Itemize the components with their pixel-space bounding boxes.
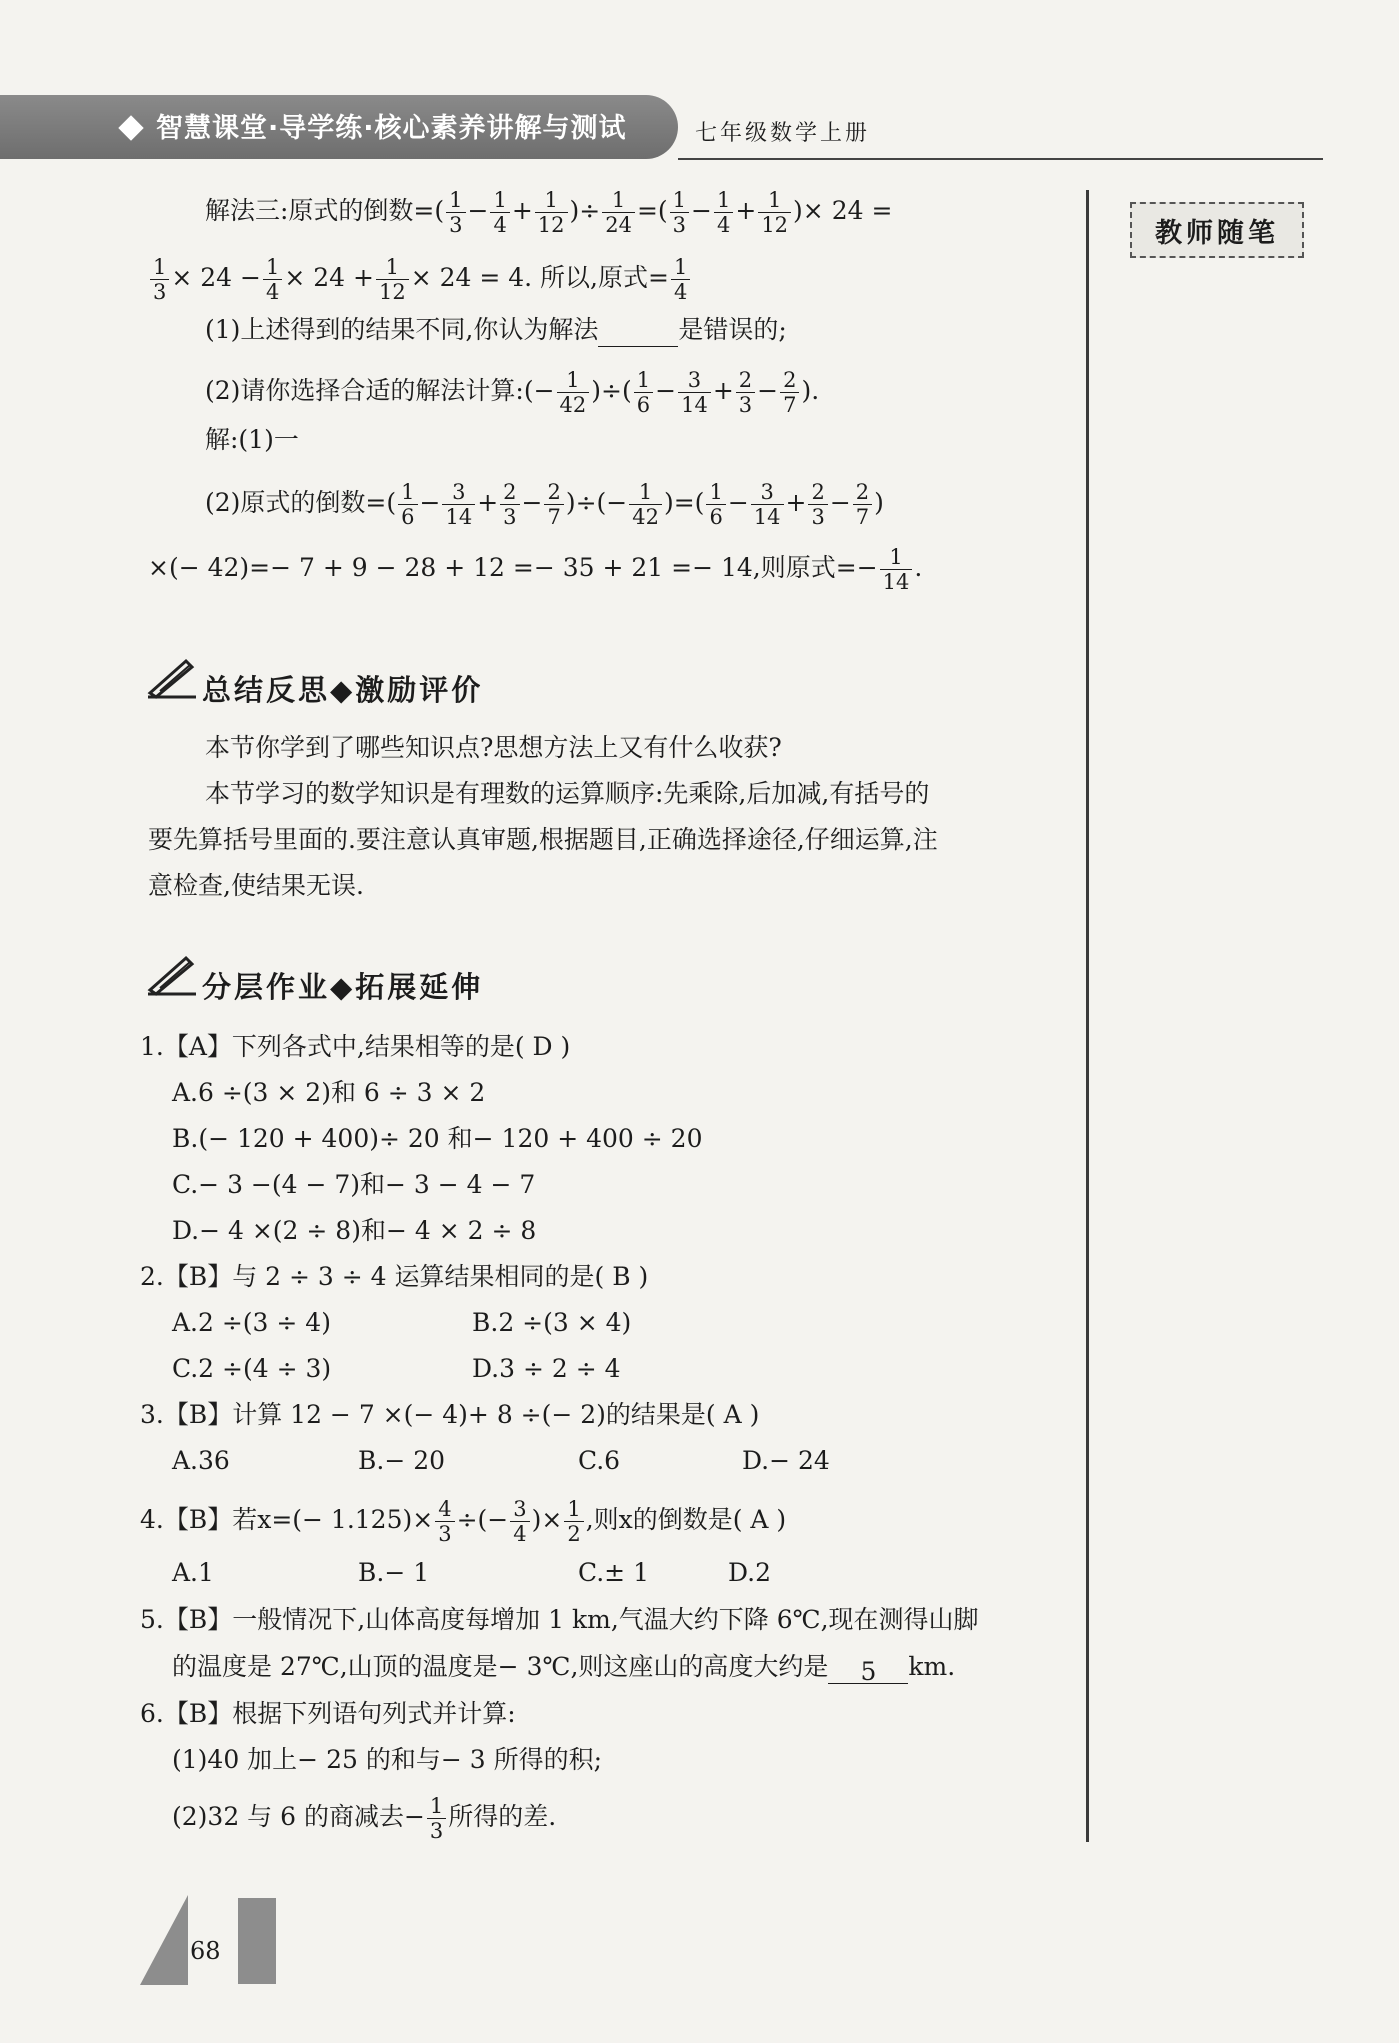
- fraction: $\frac{1}{4}$: [671, 255, 690, 304]
- fraction: $\frac{1}{42}$: [557, 368, 590, 417]
- answer-2-line1: (2)原式的倒数=( $\frac{1}{6}$ − $\frac{3}{14}$ + $\frac{2}{3}$ − $\frac{2}{7}$ )÷(− $\frac{1}{42}$ )=( $\frac{1}{6}$ − $\frac{3}{14}$ + $\frac{2}{3}$ − $\frac{2}{7}$ ): [205, 480, 884, 529]
- answer-blank: [598, 318, 678, 347]
- fraction: $\frac{2}{7}$: [853, 480, 872, 529]
- exercise-3-option-d: D.− 24: [742, 1446, 830, 1475]
- fraction: $\frac{3}{4}$: [510, 1497, 529, 1546]
- book-name: 七年级数学上册: [695, 121, 871, 146]
- fraction: $\frac{1}{4}$: [490, 188, 509, 237]
- exercise-6-part1: (1)40 加上− 25 的和与− 3 所得的积;: [172, 1745, 602, 1774]
- fraction: $\frac{1}{24}$: [602, 188, 635, 237]
- exercise-5-line2: 的温度是 27℃,山顶的温度是− 3℃,则这座山的高度大约是 5 km.: [172, 1652, 956, 1686]
- exercise-2-option-d: D.3 ÷ 2 ÷ 4: [472, 1354, 621, 1383]
- question-2: (2)请你选择合适的解法计算:(− $\frac{1}{42}$ )÷( $\frac{1}{6}$ − $\frac{3}{14}$ + $\frac{2}{3}$ − $\frac{2}{7}$ ).: [205, 368, 820, 417]
- answer-1: 解:(1)一: [205, 425, 299, 454]
- side-divider: [1086, 190, 1089, 1842]
- section-title-homework: 分层作业◆拓展延伸: [202, 970, 484, 1004]
- summary-para-line2: 要先算括号里面的.要注意认真审题,根据题目,正确选择途径,仔细运算,注: [148, 825, 938, 854]
- exercise-3-option-b: B.− 20: [358, 1446, 446, 1475]
- fraction: $\frac{4}{3}$: [435, 1497, 454, 1546]
- section-title-summary: 总结反思◆激励评价: [202, 673, 484, 707]
- fraction: $\frac{2}{3}$: [736, 368, 755, 417]
- exercise-4-option-b: B.− 1: [358, 1558, 430, 1587]
- fraction: $\frac{1}{12}$: [376, 255, 409, 304]
- exercise-4-option-d: D.2: [728, 1558, 772, 1587]
- exercise-3-option-c: C.6: [578, 1446, 621, 1475]
- exercise-1-option-b: B.(− 120 + 400)÷ 20 和− 120 + 400 ÷ 20: [172, 1124, 703, 1153]
- fraction: $\frac{2}{3}$: [500, 480, 519, 529]
- fraction: $\frac{1}{42}$: [629, 480, 662, 529]
- exercise-2: 2.【B】与 2 ÷ 3 ÷ 4 运算结果相同的是( B ): [140, 1262, 649, 1291]
- fraction: $\frac{3}{14}$: [442, 480, 475, 529]
- fraction: $\frac{1}{3}$: [670, 188, 689, 237]
- fraction: $\frac{1}{12}$: [535, 188, 568, 237]
- fraction: $\frac{2}{3}$: [808, 480, 827, 529]
- pen-icon: [146, 655, 198, 699]
- fraction: $\frac{2}{7}$: [780, 368, 799, 417]
- exercise-2-option-c: C.2 ÷(4 ÷ 3): [172, 1354, 332, 1383]
- exercise-3: 3.【B】计算 12 − 7 ×(− 4)+ 8 ÷(− 2)的结果是( A ): [140, 1400, 760, 1429]
- fraction: $\frac{1}{4}$: [714, 188, 733, 237]
- header-title: 智慧课堂·导学练·核心素养讲解与测试: [156, 113, 627, 144]
- answer-blank: 5: [828, 1655, 908, 1684]
- teacher-notes-box: 教师随笔: [1130, 202, 1304, 258]
- header-rule: [678, 158, 1323, 160]
- pen-icon: [146, 952, 198, 996]
- page-footer-block: [238, 1898, 276, 1984]
- fraction: $\frac{1}{3}$: [150, 255, 169, 304]
- exercise-1-option-c: C.− 3 −(4 − 7)和− 3 − 4 − 7: [172, 1170, 536, 1199]
- exercise-4: 4.【B】若x=(− 1.125)× $\frac{4}{3}$ ÷(− $\frac{3}{4}$ )× $\frac{1}{2}$ ,则x的倒数是( A ): [140, 1497, 787, 1546]
- exercise-5-line1: 5.【B】一般情况下,山体高度每增加 1 km,气温大约下降 6℃,现在测得山脚: [140, 1605, 979, 1634]
- exercise-4-option-a: A.1: [172, 1558, 214, 1587]
- fraction: $\frac{3}{14}$: [678, 368, 711, 417]
- method3-line2: $\frac{1}{3}$ × 24 − $\frac{1}{4}$ × 24 + $\frac{1}{12}$ × 24 = 4. 所以,原式= $\frac{1}{4}$: [148, 255, 692, 304]
- question-1: (1)上述得到的结果不同,你认为解法 是错误的;: [205, 313, 787, 347]
- exercise-2-option-a: A.2 ÷(3 ÷ 4): [172, 1308, 331, 1337]
- fraction: $\frac{1}{14}$: [880, 545, 913, 594]
- exercise-1-option-a: A.6 ÷(3 × 2)和 6 ÷ 3 × 2: [172, 1078, 486, 1107]
- fraction: $\frac{1}{6}$: [634, 368, 653, 417]
- method3-line1: 解法三:原式的倒数=( $\frac{1}{3}$ − $\frac{1}{4}$ + $\frac{1}{12}$ )÷ $\frac{1}{24}$ =( $\frac{1}{3}$ − $\frac{1}{4}$ + $\frac{1}{12}$ )× 24 =: [205, 188, 893, 237]
- summary-para-line1: 本节学习的数学知识是有理数的运算顺序:先乘除,后加减,有括号的: [205, 779, 930, 808]
- exercise-3-option-a: A.36: [172, 1446, 230, 1475]
- fraction: $\frac{1}{6}$: [706, 480, 725, 529]
- page-corner-decoration: [140, 1895, 188, 1985]
- fraction: $\frac{3}{14}$: [751, 480, 784, 529]
- fraction: $\frac{1}{2}$: [564, 1497, 583, 1546]
- summary-question: 本节你学到了哪些知识点?思想方法上又有什么收获?: [205, 733, 782, 762]
- exercise-2-option-b: B.2 ÷(3 × 4): [472, 1308, 632, 1337]
- fraction: $\frac{1}{4}$: [263, 255, 282, 304]
- fraction: $\frac{1}{3}$: [427, 1794, 446, 1843]
- fraction: $\frac{1}{3}$: [446, 188, 465, 237]
- fraction: $\frac{1}{12}$: [758, 188, 791, 237]
- exercise-6: 6.【B】根据下列语句列式并计算:: [140, 1699, 516, 1728]
- summary-para-line3: 意检查,使结果无误.: [148, 871, 364, 900]
- exercise-1: 1.【A】下列各式中,结果相等的是( D ): [140, 1032, 571, 1061]
- fraction: $\frac{1}{6}$: [398, 480, 417, 529]
- exercise-1-option-d: D.− 4 ×(2 ÷ 8)和− 4 × 2 ÷ 8: [172, 1216, 537, 1245]
- exercise-6-part2: (2)32 与 6 的商减去− $\frac{1}{3}$ 所得的差.: [172, 1794, 557, 1843]
- answer-2-line2: ×(− 42)=− 7 + 9 − 28 + 12 =− 35 + 21 =− 14,则原式=− $\frac{1}{14}$ .: [148, 545, 923, 594]
- exercise-4-option-c: C.± 1: [578, 1558, 649, 1587]
- page-number: 68: [190, 1937, 221, 1965]
- fraction: $\frac{2}{7}$: [544, 480, 563, 529]
